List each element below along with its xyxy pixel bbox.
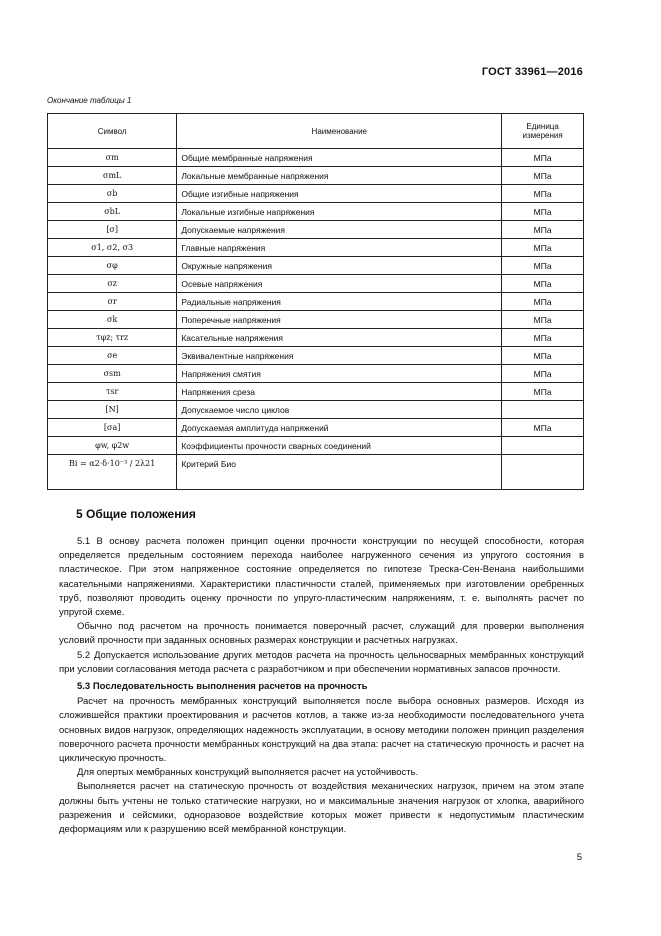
symbol-cell: σm <box>48 149 177 167</box>
paragraph: 5.2 Допускается использование других методов расчета на прочность цельносварных мембранных конструкций при условии согласования метода расчета с разработчиком и при обеспечении нормативных запасов прочности. <box>59 649 584 675</box>
unit-cell <box>502 401 584 419</box>
paragraph: Обычно под расчетом на прочность понимается поверочный расчет, служащий для проверки выполнения условий прочности при заданных основных размерах конструкции и расчетных нагрузках. <box>59 621 584 647</box>
col-header-unit: Единица измерения <box>502 114 584 149</box>
unit-cell: МПа <box>502 383 584 401</box>
unit-cell <box>502 437 584 455</box>
name-cell: Радиальные напряжения <box>177 293 502 311</box>
symbols-table <box>47 113 584 490</box>
symbol-cell: [σ] <box>48 221 177 239</box>
unit-cell: МПа <box>502 419 584 437</box>
unit-cell <box>502 455 584 490</box>
table-row <box>48 257 584 275</box>
paragraph: 5.1 В основу расчета положен принцип оценки прочности конструкции по несущей способности, которая определяется предельным состоянием перехода наиболее нагруженного сечения из упругого состояния в пластическое. При этом напряженное состояние определяется по гипотезе Треска-Сен-Венана наибольшими касательными напряжениями. Характеристики пластичности сталей, применяемых при изготовлении оребренных труб, позволяют проводить оценку прочности по упруго-пластическим напряжениям, т. е. выполнять расчет по упругой схеме. <box>59 536 584 619</box>
name-cell: Допускаемые напряжения <box>177 221 502 239</box>
name-cell: Коэффициенты прочности сварных соединений <box>177 437 502 455</box>
unit-cell: МПа <box>502 293 584 311</box>
name-cell: Допускаемое число циклов <box>177 401 502 419</box>
table-row <box>48 149 584 167</box>
unit-cell: МПа <box>502 257 584 275</box>
symbol-cell: [σa] <box>48 419 177 437</box>
symbol-cell: σ1, σ2, σ3 <box>48 239 177 257</box>
name-cell: Локальные изгибные напряжения <box>177 203 502 221</box>
table-row <box>48 329 584 347</box>
name-cell: Осевые напряжения <box>177 275 502 293</box>
symbol-cell: σz <box>48 275 177 293</box>
table-caption: Окончание таблицы 1 <box>47 96 132 105</box>
name-cell: Касательные напряжения <box>177 329 502 347</box>
unit-cell: МПа <box>502 167 584 185</box>
table-row <box>48 437 584 455</box>
table-row <box>48 293 584 311</box>
name-cell: Поперечные напряжения <box>177 311 502 329</box>
table-row <box>48 185 584 203</box>
paragraph: Для опертых мембранных конструкций выполняется расчет на устойчивость. <box>77 767 419 779</box>
unit-cell: МПа <box>502 275 584 293</box>
table-row <box>48 383 584 401</box>
table-row <box>48 347 584 365</box>
unit-cell: МПа <box>502 347 584 365</box>
table-row <box>48 455 584 490</box>
paragraph: Выполняется расчет на статическую прочность от воздействия механических нагрузок, причем на этом этапе должны быть учтены не только статические нагрузки, но и максимальные значения нагрузок от хлопка, аварийного разрежения и сейсмики, одноразовое воздействие которых может привести к недопустимым пластическим деформациям или к разрушению всей мембранной конструкции. <box>59 781 584 836</box>
table-row <box>48 203 584 221</box>
symbol-cell: τsr <box>48 383 177 401</box>
section-body <box>59 535 584 837</box>
table-row <box>48 221 584 239</box>
table-row <box>48 311 584 329</box>
name-cell: Главные напряжения <box>177 239 502 257</box>
unit-cell: МПа <box>502 221 584 239</box>
symbol-cell: σφ <box>48 257 177 275</box>
symbol-cell: Bi = α2·δ·10⁻³ / 2λ21 <box>48 455 177 490</box>
symbol-cell: σmL <box>48 167 177 185</box>
table-row <box>48 275 584 293</box>
symbol-cell: σbL <box>48 203 177 221</box>
unit-cell: МПа <box>502 149 584 167</box>
table-row <box>48 419 584 437</box>
section-title: 5 Общие положения <box>76 507 196 521</box>
document-code: ГОСТ 33961—2016 <box>481 66 583 78</box>
unit-cell: МПа <box>502 329 584 347</box>
unit-cell: МПа <box>502 365 584 383</box>
unit-cell: МПа <box>502 239 584 257</box>
symbol-cell: σb <box>48 185 177 203</box>
symbol-cell: σk <box>48 311 177 329</box>
table-row <box>48 365 584 383</box>
name-cell: Критерий Био <box>177 455 502 490</box>
name-cell: Допускаемая амплитуда напряжений <box>177 419 502 437</box>
table-row <box>48 401 584 419</box>
symbol-cell: σr <box>48 293 177 311</box>
name-cell: Локальные мембранные напряжения <box>177 167 502 185</box>
col-header-symbol: Символ <box>48 114 177 149</box>
name-cell: Общие изгибные напряжения <box>177 185 502 203</box>
col-header-name: Наименование <box>177 114 502 149</box>
unit-cell: МПа <box>502 311 584 329</box>
table-row <box>48 239 584 257</box>
name-cell: Общие мембранные напряжения <box>177 149 502 167</box>
paragraph: Расчет на прочность мембранных конструкций выполняется после выбора основных размеров. Исходя из сложившейся практики проектирования и расчетов котлов, а также из-за необходимости последовательного учета основных видов нагрузок, определяющих надежность эксплуатации, в основу методики положен принцип разделения поверочного расчета прочности мембранных конструкций на два этапа: расчет на статическую прочность и расчет на циклическую прочность. <box>59 696 584 765</box>
symbol-cell: τφz; τrz <box>48 329 177 347</box>
unit-cell: МПа <box>502 185 584 203</box>
name-cell: Напряжения смятия <box>177 365 502 383</box>
symbol-cell: σe <box>48 347 177 365</box>
symbol-cell: [N] <box>48 401 177 419</box>
symbol-cell: σsm <box>48 365 177 383</box>
name-cell: Напряжения среза <box>177 383 502 401</box>
page-number: 5 <box>576 852 582 863</box>
name-cell: Эквивалентные напряжения <box>177 347 502 365</box>
subsection-title: 5.3 Последовательность выполнения расчетов на прочность <box>77 681 368 693</box>
name-cell: Окружные напряжения <box>177 257 502 275</box>
symbol-cell: φw, φ2w <box>48 437 177 455</box>
symbols-table-body <box>48 149 584 490</box>
table-row <box>48 167 584 185</box>
unit-cell: МПа <box>502 203 584 221</box>
